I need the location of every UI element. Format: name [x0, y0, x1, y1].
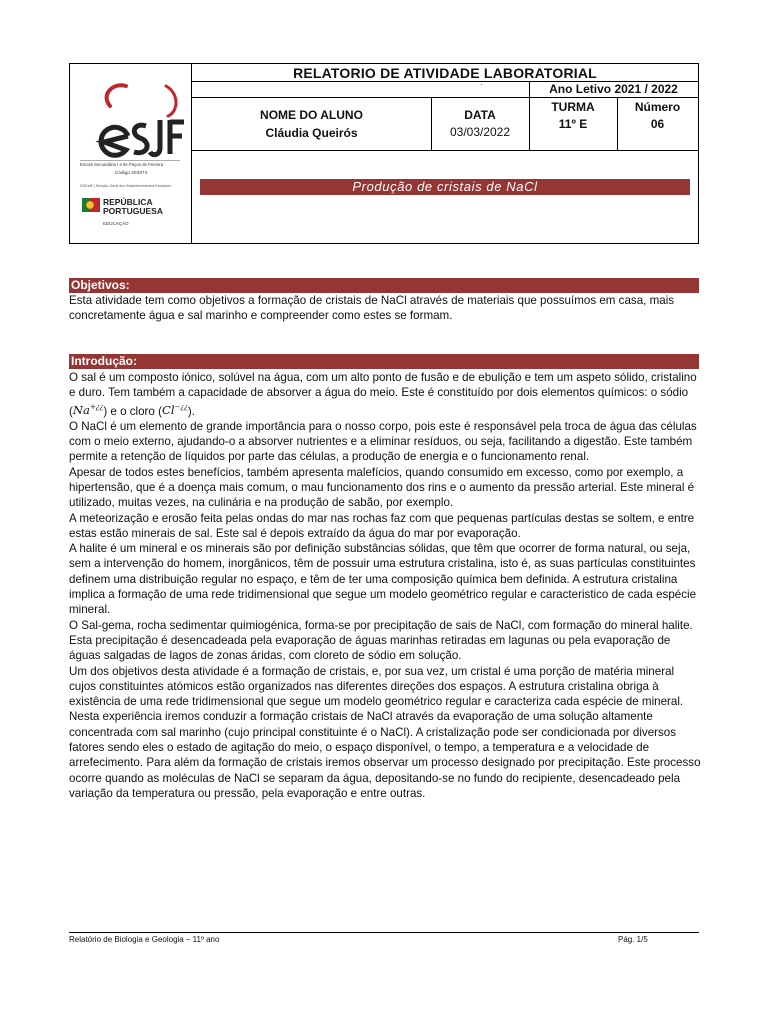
chlorine-charge: −¿¿: [174, 403, 188, 412]
student-label: NOME DO ALUNO: [260, 108, 363, 122]
intro-paragraph: Apesar de todos estes benefícios, também apresenta malefícios, quando consumido em excesso, como por exemplo, a hipertensão, que é a doença mais comum, o mau funcionamento dos rins e o aumento da pressão arterial. Este mineral é utilizado, muitas vezes, na culinária e na produção de sabão, por exemplo.: [69, 465, 695, 510]
school-logo: [70, 64, 190, 243]
flag-emblem: [86, 201, 94, 209]
introduction-heading: Introdução:: [69, 354, 699, 369]
number-value: 06: [650, 117, 665, 131]
logo-letter-e: [101, 127, 128, 155]
logo-red-arc-right: [166, 86, 176, 116]
logo-republic-line1: REPÚBLICA: [103, 197, 153, 207]
intro-paragraph: Nesta experiência iremos conduzir a formação cristais de NaCl através da evaporação de uma solução altamente concentrada com sal marinho (cujo principal constituinte é o NaCl). A cristalização pode ser condicionada por diversos fatores sendo eles o estado de agitação do meio, o espaço disponível, o tempo, a temperatura e a velocidade de arrefecimento. Para além da formação de cristais iremos observar um processo designado por precipitação. Este processo ocorre quando as moléculas de NaCl se separam da água, depositando-se no fundo do recipiente, desencadeado pela variação da temperatura ou pressão, pela evaporação e entre outras.: [69, 710, 701, 800]
number-label: Número: [634, 100, 681, 114]
intro-p1-end: ).: [187, 404, 196, 418]
header-dot: ·: [480, 79, 483, 89]
logo-letter-f: [170, 120, 184, 154]
class-label: TURMA: [551, 100, 595, 114]
report-subject-banner: Produção de cristais de NaCl: [200, 179, 690, 195]
logo-red-arc-left: [107, 85, 126, 106]
footer-page-number: Pág. 1/5: [618, 935, 648, 944]
objectives-text: Esta atividade tem como objetivos a formação de cristais de NaCl através de materiais que possuímos em casa, mais concretamente água e sal marinho e compreender como estes se formam.: [69, 294, 675, 323]
logo-letter-s: [134, 125, 147, 153]
logo-code: Código 403374: [114, 171, 148, 176]
intro-paragraph: O NaCl é um elemento de grande importância para o nosso corpo, pois este é responsável pela troca de água das células com o meio externo, ajudando-o a absorver nutrientes e a eliminar resíduos, ou seja, facilitando a digestão. Este também permite a retenção de líquidos por parte das células, a produção de energia e o funcionamento renal.: [69, 419, 697, 464]
intro-paragraph: A meteorização e erosão feita pelas ondas do mar nas rochas faz com que pequenas partículas destas se soltem, e entre estas estão minerais de sal. Este sal é depois extraído da água do mar por evaporação.: [69, 511, 695, 540]
school-logo-cell: [70, 64, 192, 243]
school-year: Ano Letivo 2021 / 2022: [549, 82, 678, 96]
intro-p1-text: O sal é um composto iónico, solúvel na água, com um alto ponto de fusão e de ebulição e tem um aspeto sólido, cristalino e duro. Tem também a capacidade de absorver a água do meio. Este é constituído por dois elementos químicos: o sódio (: [69, 371, 697, 418]
date-value: 03/03/2022: [449, 125, 511, 139]
sodium-formula: [73, 403, 103, 417]
footer-course: Relatório de Biologia e Geologia – 11º ano: [69, 935, 220, 944]
chlorine-formula: [162, 403, 188, 417]
intro-p1-middle: ) e o cloro (: [103, 404, 162, 418]
intro-paragraph: O Sal-gema, rocha sedimentar quimiogénica, forma-se por precipitação de sais de NaCl, com formação do mineral halite. Esta precipitação é desencadeada pela evaporação de águas marinhas retiradas em lagunas ou pela evaporação de águas salgadas de lagos de zonas áridas, com cloreto de sódio em solução.: [69, 618, 693, 663]
objectives-heading: Objetivos:: [69, 278, 699, 293]
intro-paragraph: A halite é um mineral e os minerais são por definição substâncias sólidas, que têm que ocorrer de forma natural, ou seja, sem a intervenção do homem, inorgânicos, têm de possuir uma estrutura cristalina, isto é, as suas partículas constituintes definem uma distribuição regular no espaço, e têm de ter uma composição química bem definida. A estrutura cristalina implica a formação de uma rede tridimensional que segue um modelo geométrico regular e caracteristico de cada espécie mineral.: [69, 542, 697, 617]
class-value: 11º E: [558, 117, 588, 131]
logo-school-name: Escola Secundária / 3 de Paços de Ferreira: [80, 162, 164, 167]
sodium-symbol: Na: [72, 403, 90, 418]
report-header: [69, 63, 699, 244]
logo-agency: DGEstE | Direção-Geral dos Estabelecimentos Escolares: [80, 184, 172, 188]
logo-republic-line2: PORTUGUESA: [103, 206, 163, 216]
student-name: Cláudia Queirós: [265, 126, 358, 140]
intro-paragraph: [69, 370, 701, 419]
logo-ministry: EDUCAÇÃO: [103, 221, 129, 226]
footer-divider: [69, 932, 699, 933]
report-title: RELATORIO DE ATIVIDADE LABORATORIAL: [293, 65, 597, 81]
introduction-body: [69, 370, 701, 801]
intro-paragraph: Um dos objetivos desta atividade é a formação de cristais, e, por sua vez, um cristal é uma porção de matéria mineral cujos constituintes atómicos estão organizados nas diferentes direções dos espaços. A estrutura cristalina obriga à existência de uma rede tridimensional que segue um modelo geométrico regular e caracteriza cada espécie de mineral.: [69, 664, 684, 709]
chlorine-symbol: Cl: [161, 403, 175, 418]
logo-letter-j: [150, 120, 160, 155]
date-label: DATA: [464, 108, 496, 122]
sodium-charge: +¿¿: [89, 403, 104, 412]
